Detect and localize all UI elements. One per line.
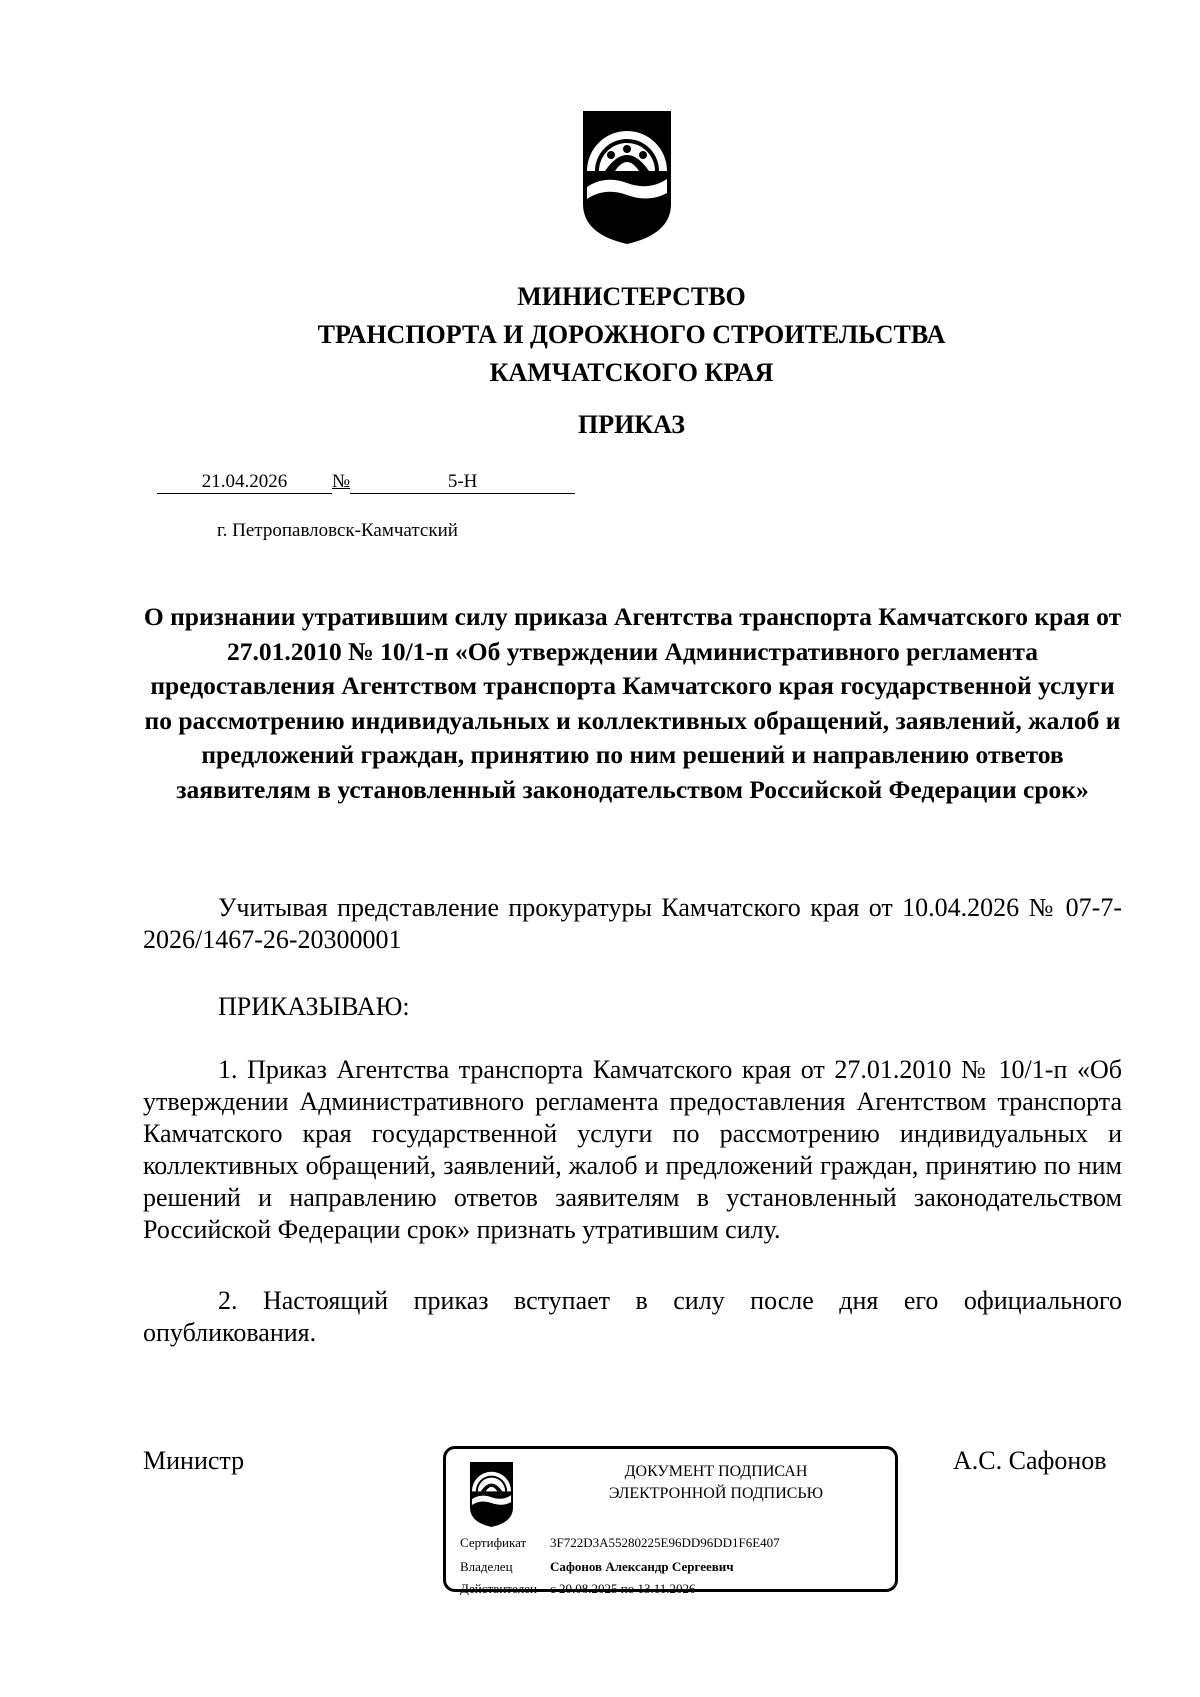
stamp-certificate-row [460,1535,780,1551]
order-number: 5-Н [350,470,575,494]
city: г. Петропавловск-Камчатский [217,520,458,541]
order-item-2: 2. Настоящий приказ вступает в силу после дня его официального опубликования. [143,1286,1122,1347]
stamp-valid-value: с 20.08.2025 по 13.11.2026 [550,1581,696,1596]
document-title: О признании утратившим силу приказа Агентства транспорта Камчатского края от 27.01.2010 № 10/1-п «Об утверждении Административного регламента предоставления Агентством транспорта Камчатского края государственной услуги по рассмотрению индивидуальных и коллективных обращений, заявлений, жалоб и предложений граждан, принятию по ним решений и направлению ответов заявителям в установленный законодательством Российской Федерации срок» [143,602,1122,804]
order-title: ПРИКАЗ [577,410,686,439]
order-word: ПРИКАЗЫВАЮ: [218,992,410,1021]
order-item-1: 1. Приказ Агентства транспорта Камчатского края от 27.01.2010 № 10/1-п «Об утверждении Административного регламента предоставления Агентством транспорта Камчатского края государственной услуги по рассмотрению индивидуальных и коллективных обращений, заявлений, жалоб и предложений граждан, принятию по ним решений и направлению ответов заявителям в установленный законодательством Российской Федерации срок» признать утратившим силу. [143,1055,1122,1244]
stamp-heading [546,1461,886,1505]
stamp-owner-row [460,1559,734,1575]
ministry-header-line1: МИНИСТЕРСТВО [517,282,746,311]
stamp-owner-label: Владелец [460,1559,513,1574]
signature-name: А.С. Сафонов [953,1446,1107,1475]
order-date-number-line [157,470,575,494]
signature-position: Министр [143,1446,245,1475]
preamble-paragraph: Учитывая представление прокуратуры Камчатского края от 10.04.2026 № 07-7-2026/1467-26-20300001 [143,893,1122,954]
ministry-header [0,278,1200,392]
kamchatka-coat-of-arms-icon [575,109,679,246]
stamp-heading-line1: ДОКУМЕНТ ПОДПИСАН [624,1463,808,1480]
ministry-header-line2: ТРАНСПОРТА И ДОРОЖНОГО СТРОИТЕЛЬСТВА [317,320,946,349]
order-date: 21.04.2026 [157,470,332,494]
stamp-valid-label: Действителен [460,1581,537,1596]
stamp-owner-value: Сафонов Александр Сергеевич [550,1559,734,1574]
ministry-header-line3: КАМЧАТСКОГО КРАЯ [489,358,774,387]
stamp-certificate-value: 3F722D3A55280225E96DD96DD1F6E407 [550,1535,780,1550]
order-number-label: № [332,471,351,492]
stamp-valid-row [460,1581,696,1597]
stamp-certificate-label: Сертификат [460,1535,527,1550]
stamp-coat-of-arms-icon [464,1461,519,1528]
stamp-heading-line2: ЭЛЕКТРОННОЙ ПОДПИСЬЮ [608,1485,824,1502]
electronic-signature-stamp [443,1446,898,1596]
